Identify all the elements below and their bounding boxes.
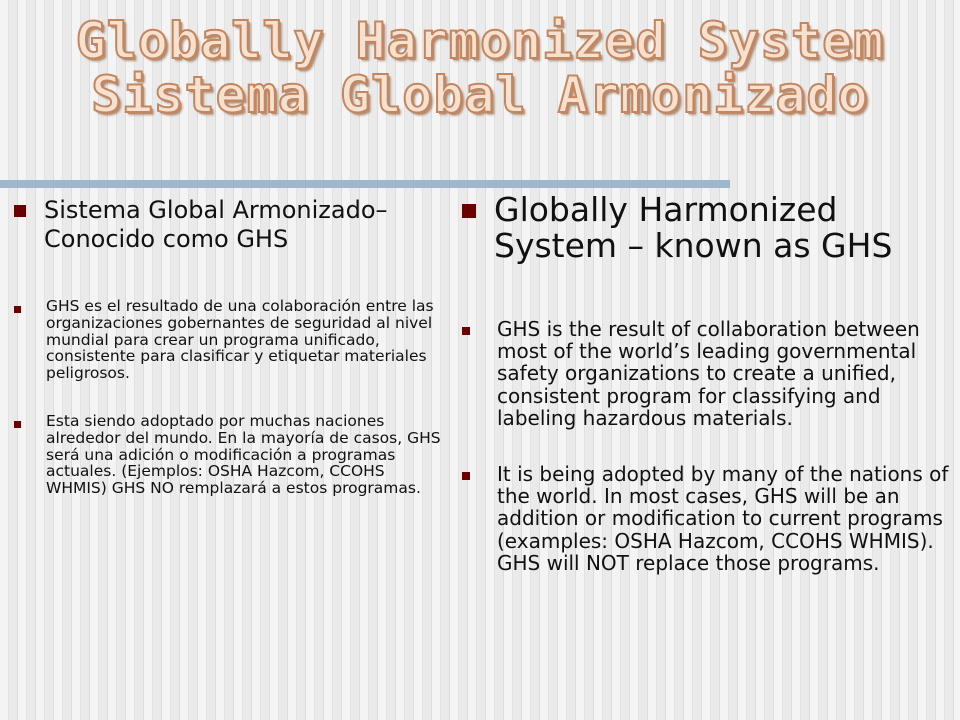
spanish-bullet-text: GHS es el resultado de una colaboración entre las organizaciones gobernantes de seguridad al nivel mundial para crear un programa unificado, consistente para clasificar y etiquetar materiales peligrosos. [46,297,434,383]
square-bullet-icon [462,327,470,335]
spanish-column [14,196,444,497]
title-line-english: Globally Harmonized System [75,12,885,70]
spanish-bullet-item [14,298,444,382]
english-bullet-item [462,318,957,429]
square-bullet-icon [14,205,26,217]
title-divider [0,180,730,188]
english-bullet-text: It is being adopted by many of the nations of the world. In most cases, GHS will be an addition or modification to current programs (examples: OSHA Hazcom, CCOHS WHMIS). GHS will NOT replace those programs. [497,462,949,575]
square-bullet-icon [462,472,470,480]
title-line-spanish: Sistema Global Armonizado [91,66,869,124]
english-bullet-item [462,463,957,574]
spanish-heading: Sistema Global Armonizado– Conocido como GHS [44,196,388,253]
square-bullet-icon [14,421,21,428]
spanish-heading-item [14,196,444,254]
square-bullet-icon [14,306,21,313]
square-bullet-icon [462,204,476,218]
spanish-bullet-text: Esta siendo adoptado por muchas naciones alrededor del mundo. En la mayoría de casos, GHS será una adición o modificación a programas actuales. (Ejemplos: OSHA Hazcom, CCOHS WHMIS) GHS NO remplazará a estos programas. [46,411,441,498]
english-column [462,192,957,574]
english-heading-item [462,192,957,264]
english-heading: Globally Harmonized System – known as GHS [494,190,893,265]
slide-title [0,14,960,122]
spanish-bullet-item [14,413,444,497]
english-bullet-text: GHS is the result of collaboration between most of the world’s leading governmental safety organizations to create a unified, consistent program for classifying and labeling hazardous materials. [497,317,920,430]
